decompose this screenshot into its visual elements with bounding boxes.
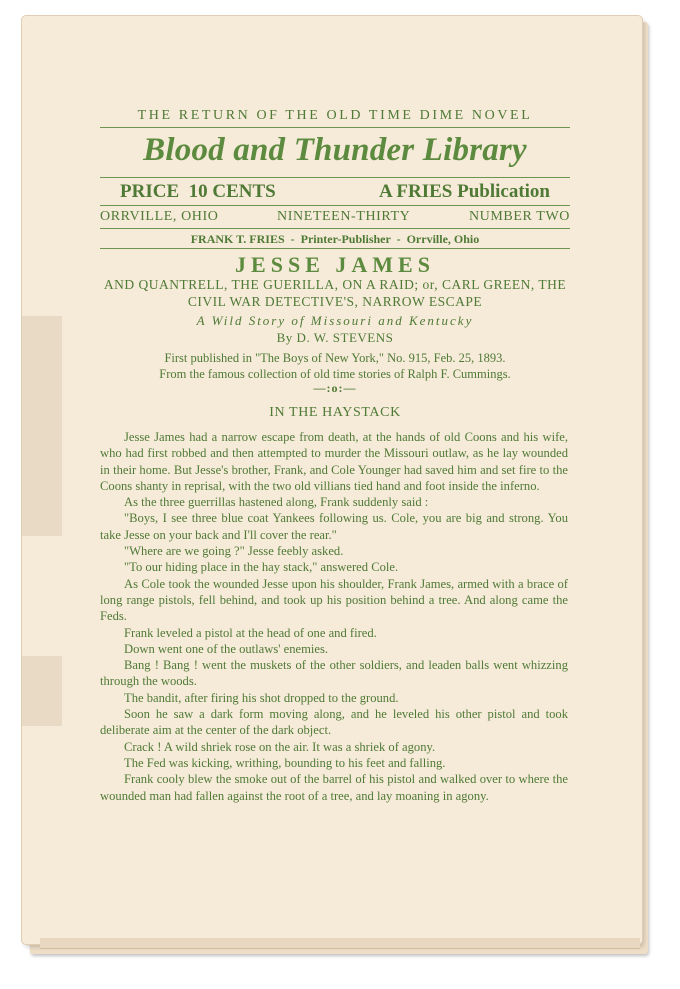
section-heading: IN THE HAYSTACK xyxy=(269,405,401,420)
page-stain xyxy=(22,316,62,536)
issue-number: NUMBER TWO xyxy=(468,209,570,224)
divider-rule xyxy=(100,228,570,229)
paragraph: Frank leveled a pistol at the head of one and fired. xyxy=(124,625,377,640)
story-body xyxy=(100,429,568,804)
page-stain xyxy=(22,656,62,726)
location-label: ORRVILLE, OHIO xyxy=(100,209,219,224)
first-published-line: First published in "The Boys of New York," No. 915, Feb. 25, 1893. xyxy=(164,351,506,365)
paragraph: The Fed was kicking, writhing, bounding to his feet and falling. xyxy=(124,755,446,770)
divider-rule xyxy=(100,127,570,128)
paragraph: Crack ! A wild shriek rose on the air. It was a shriek of agony. xyxy=(124,739,436,754)
paragraph: Bang ! Bang ! went the muskets of the other soldiers, and leaden balls went whizzing through the woods. xyxy=(100,658,568,689)
story-title: JESSE JAMES xyxy=(235,252,435,277)
year-label: NINETEEN-THIRTY xyxy=(277,209,411,224)
series-tagline: THE RETURN OF THE OLD TIME DIME NOVEL xyxy=(137,108,533,123)
paragraph: The bandit, after firing his shot dropped to the ground. xyxy=(124,690,399,705)
paragraph: Soon he saw a dark form moving along, and he leveled his other pistol and took deliberate aim at the center of the dark object. xyxy=(100,707,568,738)
paragraph: Frank cooly blew the smoke out of the barrel of his pistol and walked over to where the wounded man had fallen against the root of a tree, and lay moaning in agony. xyxy=(100,772,568,803)
story-tagline: A Wild Story of Missouri and Kentucky xyxy=(196,313,474,328)
paragraph: Jesse James had a narrow escape from death, at the hands of old Coons and his wife, who had first robbed and then attempted to murder the Missouri outlaw, as he lay wounded in their home. But Jesse's brother, Frank, and Cole Younger had saved him and set fire to the Coons shanty in reprisal, with the two old villians tied hand and foot inside the inferno. xyxy=(100,430,568,493)
divider-rule xyxy=(100,205,570,206)
story-author: By D. W. STEVENS xyxy=(276,330,394,345)
paragraph: Down went one of the outlaws' enemies. xyxy=(124,641,329,656)
paragraph: "To our hiding place in the hay stack," answered Cole. xyxy=(124,560,399,575)
publication-label: A FRIES Publication xyxy=(378,181,550,202)
divider-rule xyxy=(100,177,570,178)
paragraph: "Boys, I see three blue coat Yankees following us. Cole, you are big and strong. You take Jesse on your back and I'll cover the rear." xyxy=(100,511,568,542)
price-row xyxy=(120,181,550,203)
ornament-separator: —:o:— xyxy=(313,381,357,395)
paragraph: "Where are we going ?" Jesse feebly asked. xyxy=(124,544,344,559)
price-label: PRICE 10 CENTS xyxy=(120,181,276,202)
info-row xyxy=(100,209,570,225)
printer-line: FRANK T. FRIES - Printer-Publisher - Orrville, Ohio xyxy=(190,232,480,246)
page-bottom-edge xyxy=(40,938,640,949)
divider-rule xyxy=(100,248,570,249)
publication-note xyxy=(100,350,570,382)
story-subtitle: AND QUANTRELL, THE GUERILLA, ON A RAID; or, CARL GREEN, THE CIVIL WAR DETECTIVE'S, NARROW ESCAPE xyxy=(103,277,567,309)
library-title: Blood and Thunder Library xyxy=(143,132,527,168)
paragraph: As the three guerrillas hastened along, Frank suddenly said : xyxy=(124,495,429,510)
paragraph: As Cole took the wounded Jesse upon his shoulder, Frank James, armed with a brace of long range pistols, fell behind, and took up his position behind a tree. And along came the Feds. xyxy=(100,576,568,624)
collection-line: From the famous collection of old time stories of Ralph F. Cummings. xyxy=(159,367,511,381)
